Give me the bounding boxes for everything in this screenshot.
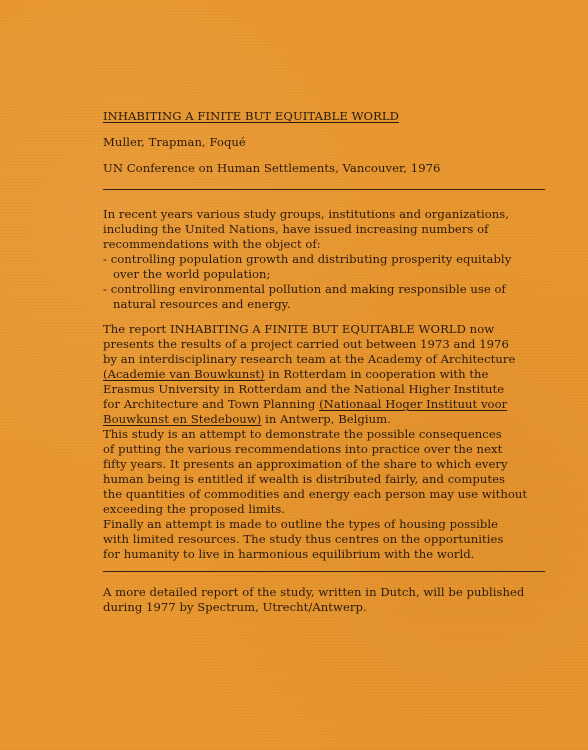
publication-line: A more detailed report of the study, written in Dutch, will be published	[103, 585, 525, 599]
report-line: This study is an attempt to demonstrate the possible consequences	[103, 427, 502, 441]
intro-bullet: - controlling population growth and distributing prosperity equitably	[103, 252, 512, 266]
report-line: Finally an attempt is made to outline the types of housing possible	[103, 517, 499, 531]
intro-line: including the United Nations, have issued increasing numbers of	[103, 222, 489, 236]
divider-bottom	[103, 571, 545, 572]
academy-name: (Academie van Bouwkunst)	[103, 367, 265, 381]
report-line: The report INHABITING A FINITE BUT EQUITABLE WORLD now	[103, 322, 495, 336]
report-line: of putting the various recommendations into practice over the next	[103, 442, 503, 456]
report-text: in Antwerp, Belgium.	[261, 412, 391, 426]
report-line: with limited resources. The study thus centres on the opportunities	[103, 532, 504, 546]
report-line	[103, 369, 488, 381]
document-title: INHABITING A FINITE BUT EQUITABLE WORLD	[103, 109, 399, 123]
report-line: presents the results of a project carried out between 1973 and 1976	[103, 337, 509, 351]
report-line: human being is entitled if wealth is distributed fairly, and computes	[103, 472, 505, 486]
institute-name: Bouwkunst en Stedebouw)	[103, 412, 262, 426]
report-line	[103, 399, 507, 411]
intro-line: In recent years various study groups, institutions and organizations,	[103, 207, 509, 221]
report-text: in Rotterdam in cooperation with the	[264, 367, 489, 381]
intro-bullet-cont: natural resources and energy.	[113, 297, 291, 311]
intro-line: recommendations with the object of:	[103, 237, 321, 251]
publication-line: during 1977 by Spectrum, Utrecht/Antwerp.	[103, 600, 367, 614]
divider-top	[103, 189, 545, 190]
conference: UN Conference on Human Settlements, Vancouver, 1976	[103, 161, 441, 175]
report-line: for humanity to live in harmonious equilibrium with the world.	[103, 547, 475, 561]
report-line: Erasmus University in Rotterdam and the National Higher Institute	[103, 382, 505, 396]
authors: Muller, Trapman, Foqué	[103, 135, 246, 149]
report-text: for Architecture and Town Planning	[103, 397, 320, 411]
report-line: fifty years. It presents an approximation of the share to which every	[103, 457, 508, 471]
report-line: exceeding the proposed limits.	[103, 502, 286, 516]
institute-name: (Nationaal Hoger Instituut voor	[319, 397, 508, 411]
intro-bullet-cont: over the world population;	[113, 267, 271, 281]
report-line: by an interdisciplinary research team at the Academy of Architecture	[103, 352, 516, 366]
report-line: the quantities of commodities and energy each person may use without	[103, 487, 528, 501]
report-line	[103, 414, 391, 426]
intro-bullet: - controlling environmental pollution and making responsible use of	[103, 282, 506, 296]
